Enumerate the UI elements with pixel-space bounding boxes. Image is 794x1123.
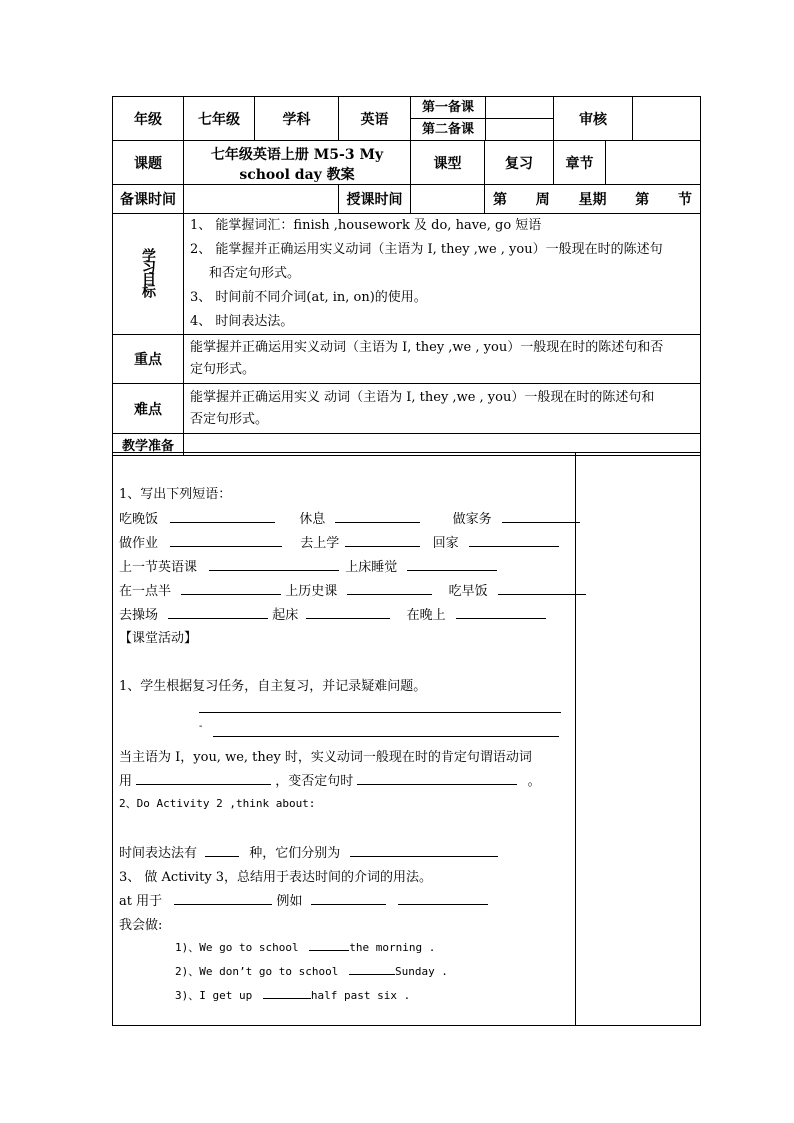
objective-1: 1、 能掌握词汇：finish ,housework 及 do, have, go 短语 <box>190 218 542 233</box>
objectives-label-cell <box>113 214 184 335</box>
prep2-label: 第二备课 <box>421 122 474 137</box>
activity-1: 1、学生根据复习任务，自主复习，并记录疑难问题。 <box>119 679 427 694</box>
phrase-rest: 休息 <box>299 512 326 527</box>
weekday-label: 星期 <box>578 192 607 208</box>
blank-home[interactable] <box>469 533 559 547</box>
phrase-breakfast: 吃早饭 <box>448 584 488 599</box>
preparation-label: 教学准备 <box>113 434 184 456</box>
phrase-bed: 上床睡觉 <box>345 560 398 575</box>
blank-kinds[interactable] <box>205 843 239 857</box>
grammar-use: 用 <box>119 774 133 789</box>
blank-playground[interactable] <box>168 605 268 619</box>
prep1-value <box>486 97 553 119</box>
phrase-dinner: 吃晚饭 <box>119 512 159 527</box>
blank-dinner[interactable] <box>170 509 275 523</box>
phrase-school: 去上学 <box>300 536 340 551</box>
blank-housework[interactable] <box>502 509 580 523</box>
review-value <box>633 97 701 141</box>
grammar-row <box>119 770 541 789</box>
activity-3: 3、 做 Activity 3，总结用于表达时间的介词的用法。 <box>119 870 433 885</box>
key-point-label: 重点 <box>113 335 184 384</box>
exercise-1-tail: the morning . <box>349 941 436 954</box>
topic-value: 七年级英语上册 M5-3 My school day 教案 <box>184 141 411 185</box>
grammar-end: 。 <box>527 774 541 789</box>
phrase-getup: 起床 <box>272 608 299 623</box>
type-value: 复习 <box>485 141 554 185</box>
phrase-housework: 做家务 <box>452 512 492 527</box>
key-point-line1: 能掌握并正确运用实义动词（主语为 I, they ,we , you）一般现在时的陈述句和否 <box>190 340 664 355</box>
at-use-label: at 用于 <box>119 894 163 909</box>
teach-time-label: 授课时间 <box>339 185 411 214</box>
schedule-cell <box>485 185 701 214</box>
chapter-value <box>606 141 701 185</box>
subject-label: 学科 <box>255 97 339 141</box>
phrase-homework: 做作业 <box>119 536 159 551</box>
exercise-1-text: 1)、We go to school <box>175 941 299 954</box>
blank-breakfast[interactable] <box>498 581 586 595</box>
blank-negative[interactable] <box>357 771 517 785</box>
phrase-row-4 <box>119 580 586 599</box>
phrase-row-2 <box>119 532 559 551</box>
exercise-2-tail: Sunday . <box>394 965 448 978</box>
exercise-2-text: 2)、We don’t go to school <box>175 965 339 978</box>
type-label: 课型 <box>411 141 485 185</box>
blank-getup[interactable] <box>306 605 390 619</box>
i-can-label: 我会做: <box>119 918 163 933</box>
grade-label: 年级 <box>113 97 184 141</box>
lesson-plan-page <box>112 96 700 1025</box>
objective-2: 2、 能掌握并正确运用实义动词（主语为 I, they ,we , you）一般现在时的陈述句 <box>190 242 663 257</box>
period-prefix: 第 <box>635 192 650 208</box>
phrase-history: 上历史课 <box>285 584 338 599</box>
chapter-label: 章节 <box>554 141 606 185</box>
activity-2: 2、Do Activity 2 ,think about: <box>119 797 316 810</box>
prep1-label: 第一备课 <box>411 97 485 119</box>
key-point-line2: 定句形式。 <box>190 362 256 377</box>
notes-column <box>575 452 701 1026</box>
grammar-rule: 当主语为 I，you, we, they 时，实义动词一般现在时的肯定句谓语动词 <box>119 750 532 765</box>
at-use-row <box>119 890 488 909</box>
prep2-value <box>486 119 553 140</box>
q1-title: 1、写出下列短语： <box>119 487 232 502</box>
blank-ex3[interactable] <box>263 987 311 999</box>
review-label: 审核 <box>554 97 633 141</box>
prep-cell <box>411 97 554 141</box>
week-label: 周 <box>535 192 550 208</box>
phrase-home: 回家 <box>432 536 459 551</box>
activity-title: 【课堂活动】 <box>119 631 198 646</box>
header-table <box>112 96 701 456</box>
key-point-cell <box>184 335 701 384</box>
notes-line-2 <box>213 736 559 737</box>
blank-bed[interactable] <box>407 557 497 571</box>
exercise-2 <box>175 963 448 979</box>
time-kinds-label: 种，它们分别为 <box>249 846 341 861</box>
time-expr-label: 时间表达法有 <box>119 846 198 861</box>
blank-english[interactable] <box>209 557 339 571</box>
phrase-evening: 在晚上 <box>406 608 446 623</box>
activity-area <box>112 452 575 1026</box>
exercise-3-text: 3)、I get up <box>175 989 253 1002</box>
grammar-neg: ，变否定句时 <box>275 774 354 789</box>
difficulty-line1: 能掌握并正确运用实义 动词（主语为 I, they ,we , you）一般现在时的陈述句和 <box>190 389 655 405</box>
blank-ex2[interactable] <box>349 963 395 975</box>
grade-value: 七年级 <box>184 97 255 141</box>
difficulty-label: 难点 <box>113 384 184 434</box>
blank-rest[interactable] <box>335 509 420 523</box>
blank-affirmative[interactable] <box>136 771 271 785</box>
week-prefix: 第 <box>493 192 507 208</box>
blank-homework[interactable] <box>170 533 282 547</box>
blank-evening[interactable] <box>456 605 546 619</box>
objective-2-cont: 和否定句形式。 <box>209 266 301 281</box>
blank-ex1[interactable] <box>309 939 349 951</box>
notes-line-1 <box>199 712 561 713</box>
phrase-row-5 <box>119 604 546 623</box>
phrase-row-1 <box>119 508 580 527</box>
period-label: 节 <box>678 192 692 208</box>
blank-at-use[interactable] <box>174 891 272 905</box>
subject-value: 英语 <box>339 97 411 141</box>
difficulty-cell <box>184 384 701 434</box>
exercise-1 <box>175 939 435 955</box>
phrase-english: 上一节英语课 <box>119 560 198 575</box>
objectives-cell <box>184 214 701 335</box>
blank-example-2[interactable] <box>398 891 488 905</box>
objectives-label: 学习目标 <box>140 248 156 296</box>
difficulty-line2: 否定句形式。 <box>190 411 269 427</box>
blank-school[interactable] <box>345 533 420 547</box>
objective-3: 3、 时间前不同介词(at, in, on)的使用。 <box>190 290 427 305</box>
exercise-3 <box>175 987 410 1003</box>
prep-time-value <box>184 185 339 214</box>
prep-time-label: 备课时间 <box>113 185 184 214</box>
phrase-row-3 <box>119 556 497 575</box>
phrase-playground: 去操场 <box>119 608 159 623</box>
blank-example-1[interactable] <box>311 891 386 905</box>
example-label: 例如 <box>276 894 303 909</box>
notes-dash: - <box>199 721 203 732</box>
objective-4: 4、 时间表达法。 <box>190 314 294 329</box>
topic-label: 课题 <box>113 141 184 185</box>
blank-history[interactable] <box>347 581 432 595</box>
time-expr-row <box>119 842 498 861</box>
blank-half-one[interactable] <box>181 581 281 595</box>
teach-time-value <box>411 185 485 214</box>
blank-kinds-list[interactable] <box>350 843 498 857</box>
phrase-half-one: 在一点半 <box>119 584 172 599</box>
exercise-3-tail: half past six . <box>310 989 411 1002</box>
